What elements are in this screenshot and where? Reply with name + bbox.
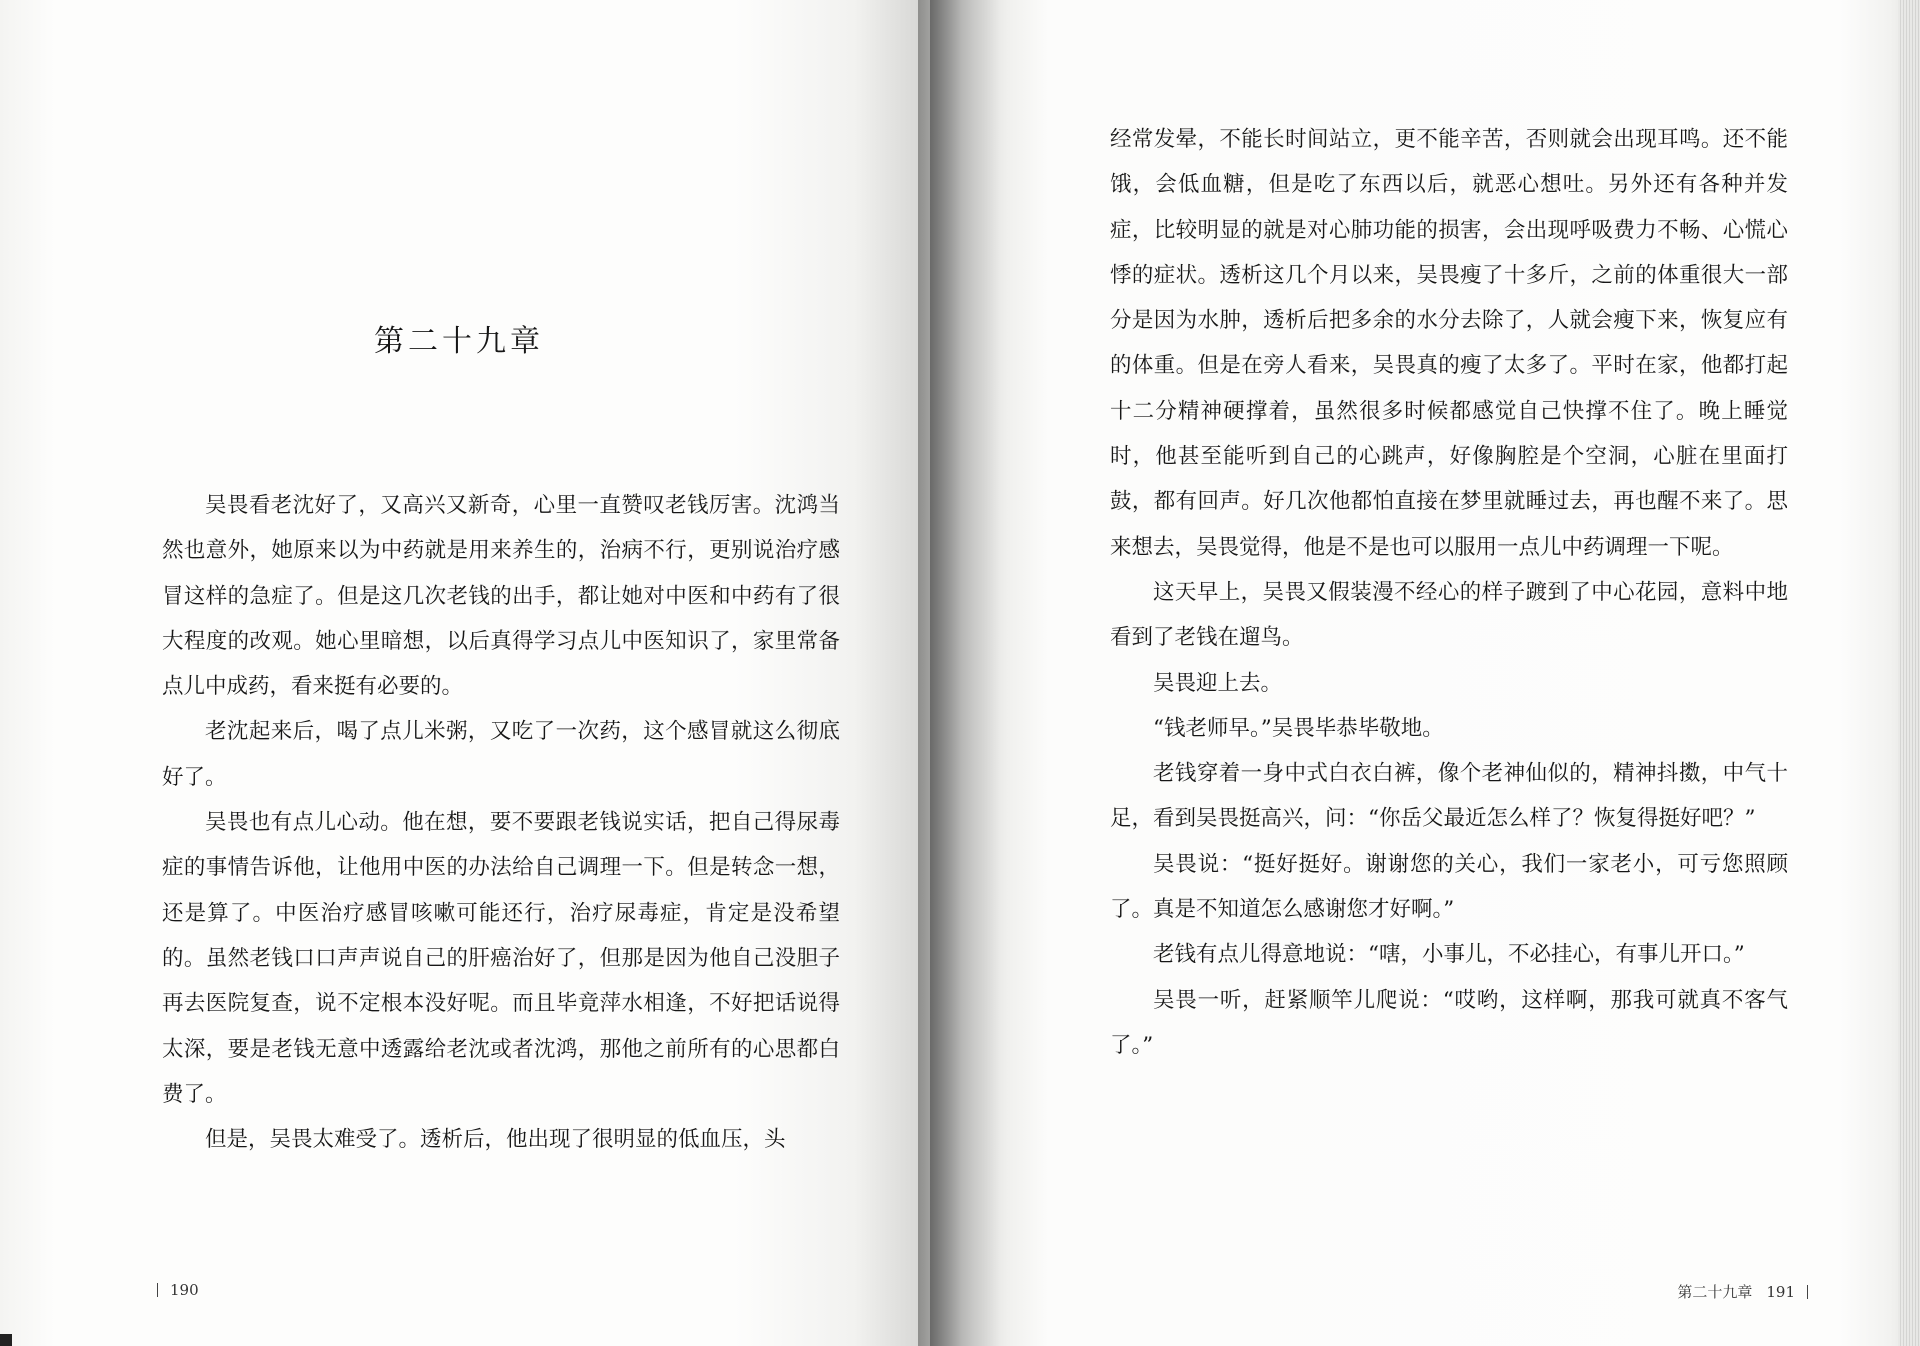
- paragraph: 老沈起来后，喝了点儿米粥，又吃了一次药，这个感冒就这么彻底好了。: [162, 719, 840, 790]
- paragraph: 吴畏一听，赶紧顺竿儿爬说：“哎哟，这样啊，那我可就真不客气了。”: [1110, 987, 1788, 1058]
- right-page-body: [1110, 117, 1788, 1068]
- paragraph: “钱老师早。”吴畏毕恭毕敬地。: [1153, 715, 1444, 741]
- folio-rule: [157, 1283, 158, 1297]
- running-head: 第二十九章: [1677, 1283, 1753, 1301]
- paragraph: 吴畏迎上去。: [1153, 670, 1283, 696]
- left-page-footer: [157, 1281, 199, 1299]
- paragraph: 吴畏看老沈好了，又高兴又新奇，心里一直赞叹老钱厉害。沈鸿当然也意外，她原来以为中药就是用来养生的，治病不行，更别说治疗感冒这样的急症了。但是这几次老钱的出手，都让她对中医和中药有了很大程度的改观。她心里暗想，以后真得学习点儿中医知识了，家里常备点儿中成药，看来挺有必要的。: [162, 493, 840, 700]
- page-edges: [1898, 0, 1920, 1346]
- paragraph: 吴畏说：“挺好挺好。谢谢您的关心，我们一家老小，可亏您照顾了。真是不知道怎么感谢您才好啊。”: [1110, 851, 1788, 923]
- continued-paragraph: 经常发晕，不能长时间站立，更不能辛苦，否则就会出现耳鸣。还不能饿，会低血糖，但是吃了东西以后，就恶心想吐。另外还有各种并发症，比较明显的就是对心肺功能的损害，会出现呼吸费力不畅、心慌心悸的症状。透析这几个月以来，吴畏瘦了十多斤，之前的体重很大一部分是因为水肿，透析后把多余的水分去除了，人就会瘦下来，恢复应有的体重。但是在旁人看来，吴畏真的瘦了太多了。平时在家，他都打起十二分精神硬撑着，虽然很多时候都感觉自己快撑不住了。晚上睡觉时，他甚至能听到自己的心跳声，好像胸腔是个空洞，心脏在里面打鼓，都有回声。好几次他都怕直接在梦里就睡过去，再也醒不来了。思来想去，吴畏觉得，他是不是也可以服用一点儿中药调理一下呢。: [1110, 127, 1788, 560]
- paragraph: 但是，吴畏太难受了。透析后，他出现了很明显的低血压，头: [205, 1127, 786, 1153]
- paragraph: 这天早上，吴畏又假装漫不经心的样子踱到了中心花园，意料中地看到了老钱在遛鸟。: [1110, 579, 1788, 651]
- paragraph: 吴畏也有点儿心动。他在想，要不要跟老钱说实话，把自己得尿毒症的事情告诉他，让他用中医的办法给自己调理一下。但是转念一想，还是算了。中医治疗感冒咳嗽可能还行，治疗尿毒症，肯定是没希望的。虽然老钱口口声声说自己的肝癌治好了，但那是因为他自己没胆子再去医院复查，说不定根本没好呢。而且毕竟萍水相逢，不好把话说得太深，要是老钱无意中透露给老沈或者沈鸿，那他之前所有的心思都白费了。: [162, 810, 840, 1107]
- left-page-body: [162, 483, 840, 1162]
- paragraph: 老钱有点儿得意地说：“嗐，小事儿，不必挂心，有事儿开口。”: [1153, 942, 1745, 968]
- scan-corner-mark: [0, 1334, 12, 1346]
- gutter-shadow: [930, 0, 1000, 1346]
- paragraph: 老钱穿着一身中式白衣白裤，像个老神仙似的，精神抖擞，中气十足，看到吴畏挺高兴，问：“你岳父最近怎么样了？恢复得挺好吧？”: [1110, 761, 1788, 832]
- page-number: 191: [1766, 1283, 1795, 1301]
- folio-rule: [1807, 1285, 1808, 1299]
- right-page-footer: [1677, 1281, 1808, 1302]
- page-number: 190: [170, 1281, 199, 1299]
- chapter-title: 第二十九章: [374, 324, 544, 360]
- left-page: [0, 0, 918, 1346]
